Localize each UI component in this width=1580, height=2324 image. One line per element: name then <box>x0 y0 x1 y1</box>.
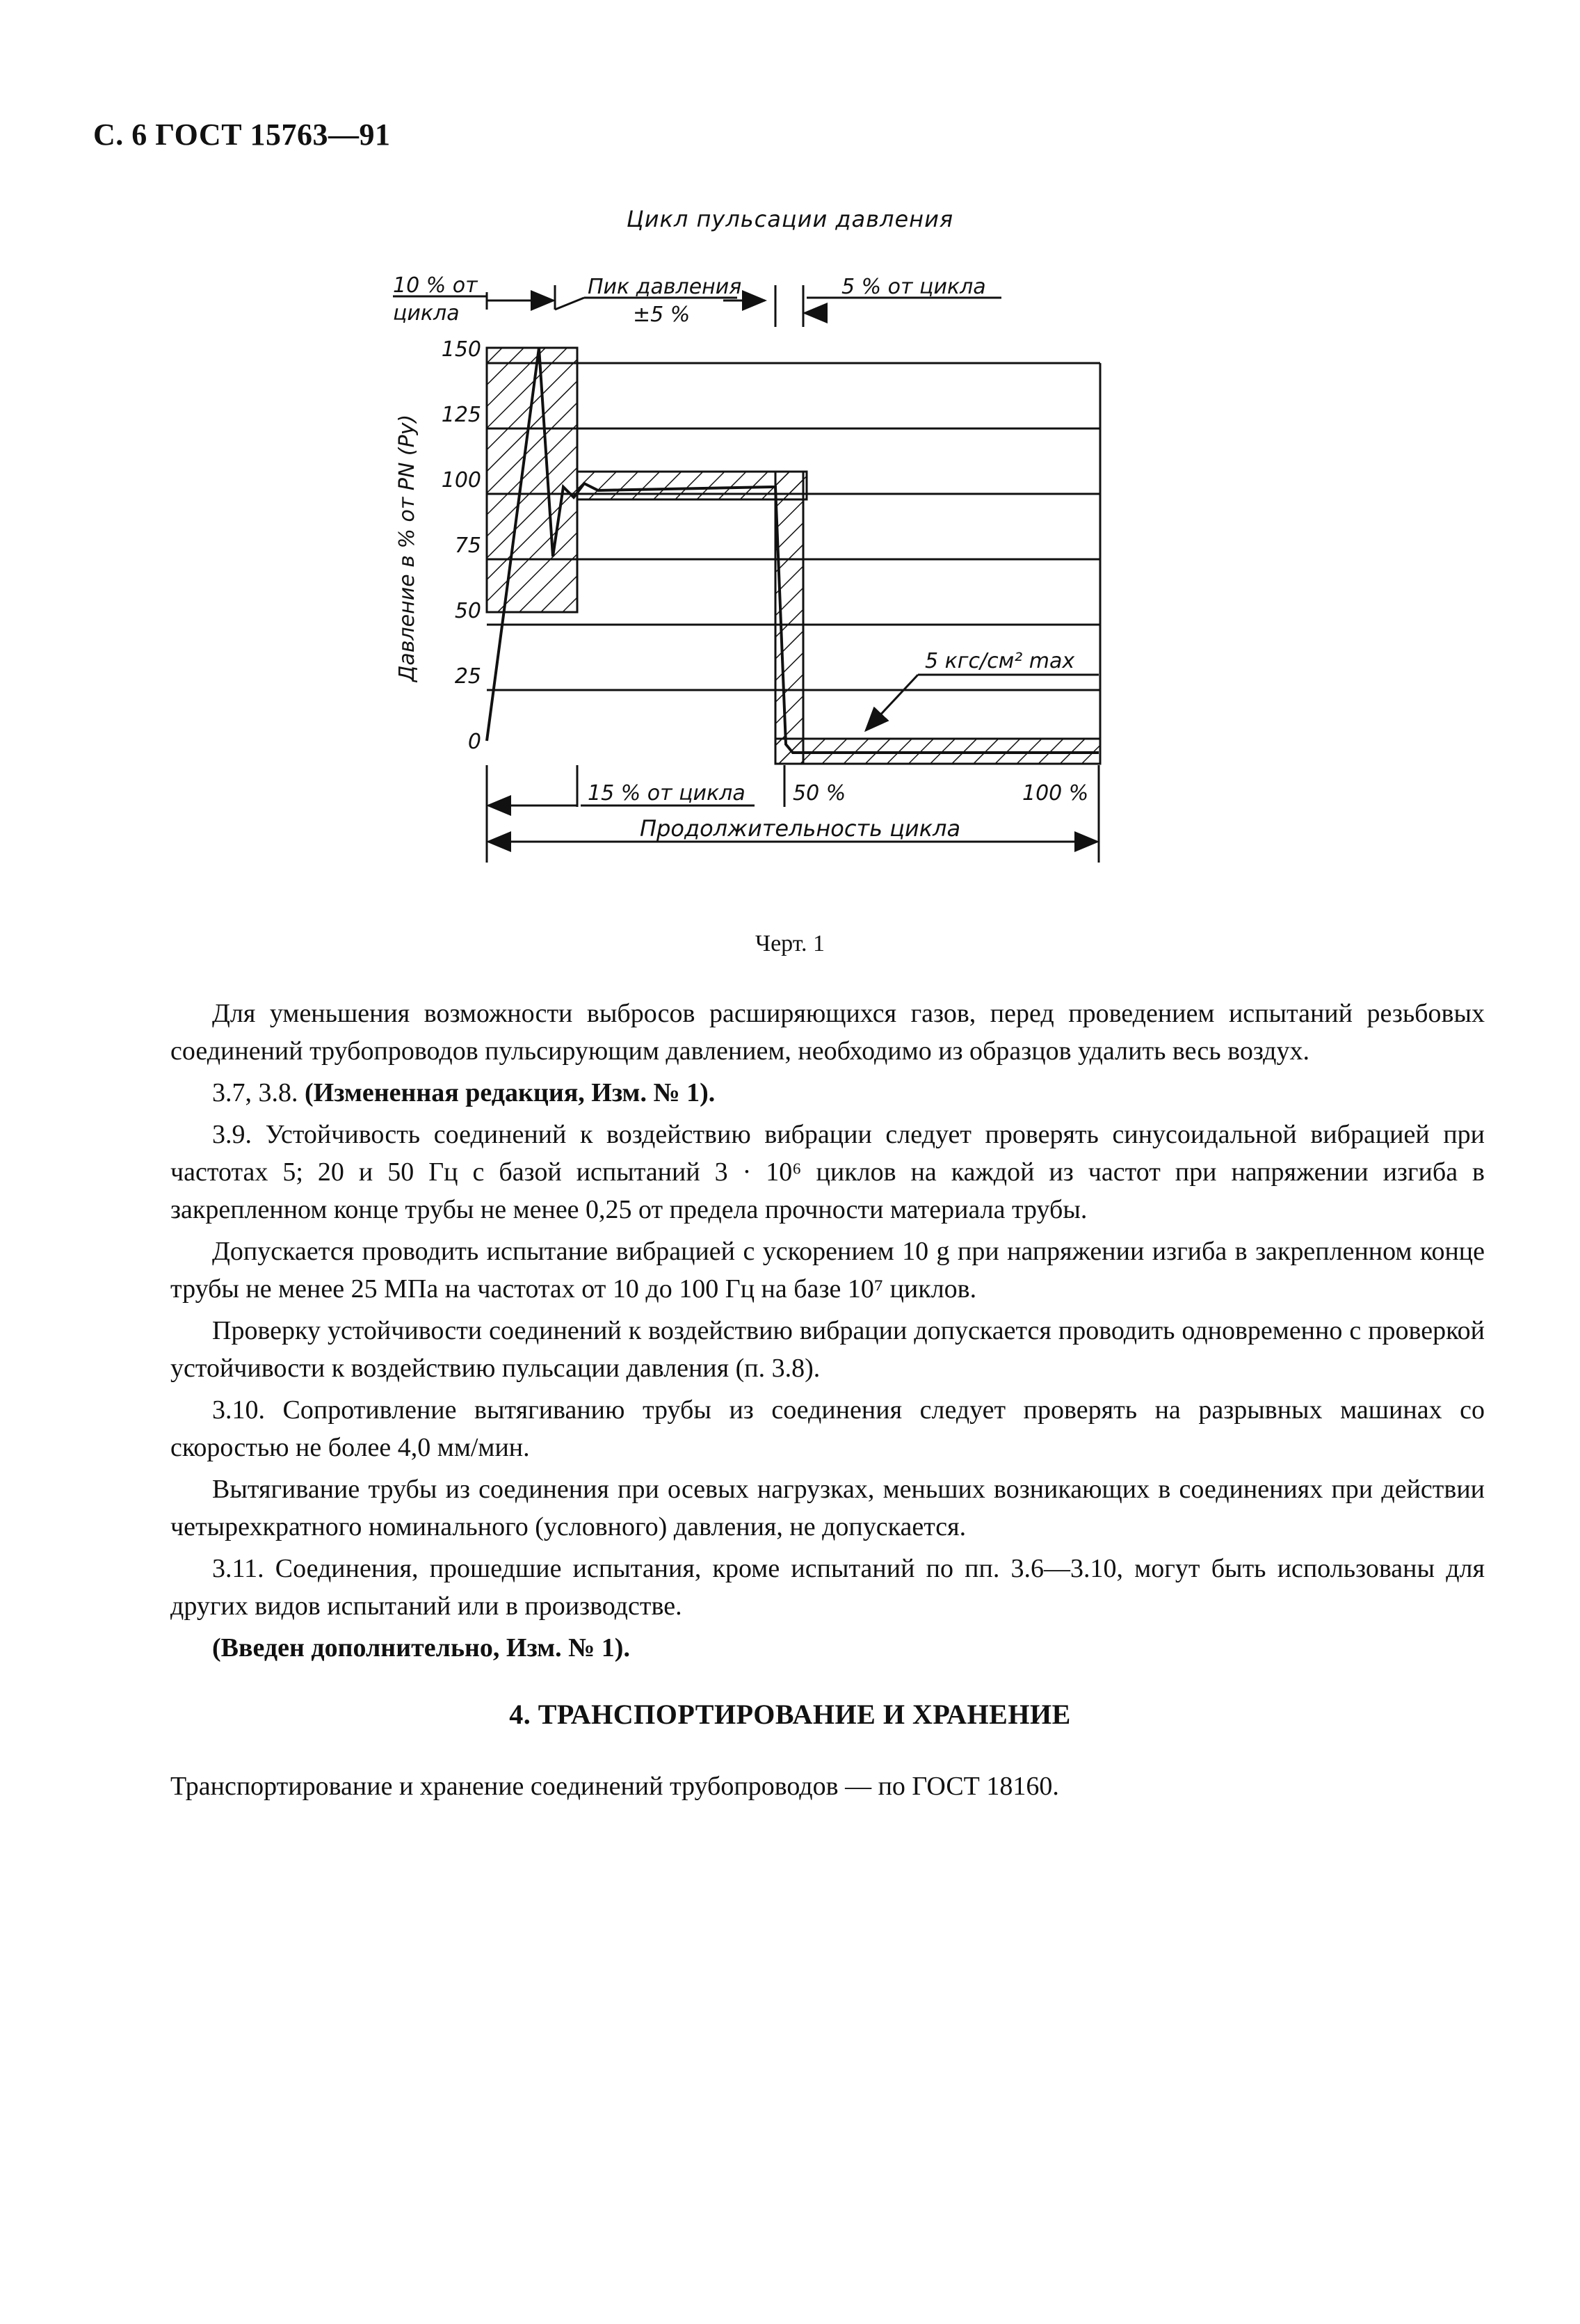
hatch-hold-band <box>577 472 807 499</box>
label-ten-percent-a: 10 % от <box>393 273 478 298</box>
pressure-cycle-diagram <box>376 257 1140 883</box>
y-tick-label: 125 <box>441 403 481 427</box>
y-axis-label: Давление в % от PN (Py) <box>395 414 419 682</box>
figure-title: Цикл пульсации давления <box>626 206 954 232</box>
paragraph-3-11: 3.11. Соединения, прошедшие испытания, кроме испытаний по пп. 3.6—3.10, могут быть использованы для других видов испытаний или в производстве. <box>170 1554 1485 1621</box>
label-peak-tolerance: ±5 % <box>633 303 691 327</box>
label-hundred-percent: 100 % <box>1022 781 1089 806</box>
body-text <box>170 995 1485 1667</box>
label-ten-percent-b: цикла <box>393 301 460 326</box>
y-tick-label: 150 <box>441 337 481 362</box>
hatch-rise-zone <box>487 348 577 612</box>
label-peak: Пик давления <box>588 275 742 299</box>
label-five-percent: 5 % от цикла <box>841 275 986 299</box>
label-fifteen-percent: 15 % от цикла <box>588 781 745 806</box>
y-tick-label: 50 <box>454 599 481 623</box>
paragraph: Проверку устойчивости соединений к воздействию вибрации допускается проводить одновременно с проверкой устойчивости к воздействию пульсации давления (п. 3.8). <box>170 1316 1485 1383</box>
y-tick-label: 100 <box>441 468 481 492</box>
label-cycle-duration: Продолжительность цикла <box>640 815 961 842</box>
label-fifty-percent: 50 % <box>793 781 846 806</box>
label-max-pressure: 5 кгс/см² max <box>925 649 1075 673</box>
paragraph-amendment-2: (Введен дополнительно, Изм. № 1). <box>212 1633 630 1662</box>
paragraph-3-9: 3.9. Устойчивость соединений к воздействию вибрации следует проверять синусоидальной вибрацией при частотах 5; 20 и 50 Гц с базой испытаний 3 · 10⁶ циклов на каждой из частот при напряжении изгиба в закрепленном конце трубы не менее 0,25 от предела прочности материала трубы. <box>170 1120 1485 1224</box>
paragraph-amendment-1: 3.7, 3.8. (Измененная редакция, Изм. № 1). <box>212 1078 716 1107</box>
section-body: Транспортирование и хранение соединений трубопроводов — по ГОСТ 18160. <box>170 1772 1059 1801</box>
figure-caption: Черт. 1 <box>755 931 825 956</box>
page-header: С. 6 ГОСТ 15763—91 <box>93 118 391 152</box>
section-heading: 4. ТРАНСПОРТИРОВАНИЕ И ХРАНЕНИЕ <box>509 1699 1071 1730</box>
y-tick-label: 75 <box>454 534 481 558</box>
paragraph-3-10: 3.10. Сопротивление вытягиванию трубы из соединения следует проверять на разрывных машинах со скоростью не более 4,0 мм/мин. <box>170 1395 1485 1462</box>
paragraph: Вытягивание трубы из соединения при осевых нагрузках, меньших возникающих в соединениях при действии четырехкратного номинального (условного) давления, не допускается. <box>170 1475 1485 1541</box>
paragraph: Для уменьшения возможности выбросов расширяющихся газов, перед проведением испытаний резьбовых соединений трубопроводов пульсирующим давлением, необходимо из образцов удалить весь воздух. <box>170 999 1485 1066</box>
y-tick-label: 0 <box>467 730 481 754</box>
y-tick-label: 25 <box>454 664 481 689</box>
paragraph: Допускается проводить испытание вибрацией с ускорением 10 g при напряжении изгиба в закрепленном конце трубы не менее 25 МПа на частотах от 10 до 100 Гц на базе 10⁷ циклов. <box>170 1237 1485 1304</box>
